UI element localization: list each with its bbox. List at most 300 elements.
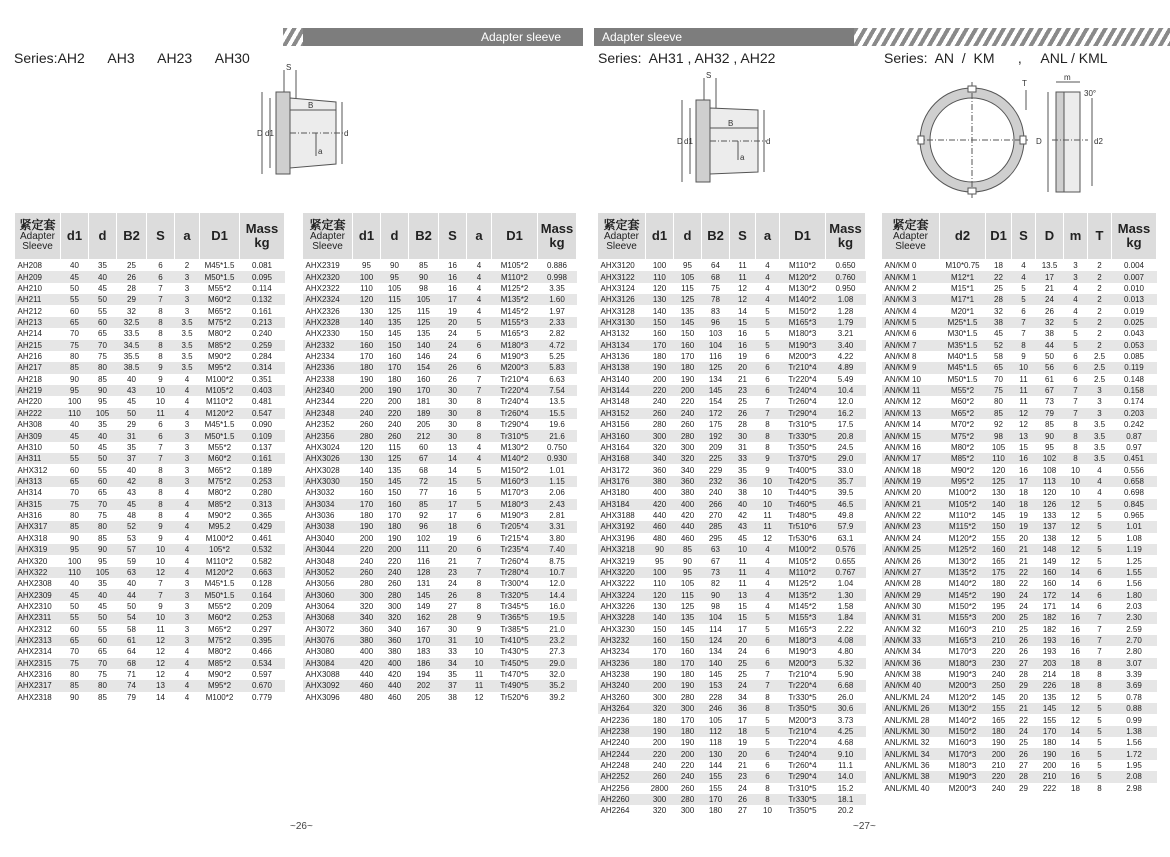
cell-model: AHX3026 [303,453,353,464]
table-row [303,692,577,703]
table-cell: 15.2 [826,783,866,794]
table-cell: 28 [1012,669,1036,680]
table-cell: 180 [646,714,674,725]
table-cell: 180 [353,510,381,521]
cell-model: AHX3220 [598,567,646,578]
table-cell: 27 [1012,658,1036,669]
table-cell: 130 [646,294,674,305]
table-cell: 6 [756,351,780,362]
table-cell: 320 [353,601,381,612]
table-row [15,442,285,453]
table-cell: 2.06 [538,487,577,498]
table-cell: 189 [409,408,439,419]
cell-model: AN/KM 38 [882,669,940,680]
table-cell: 135 [674,612,702,623]
table-cell: 12 [756,533,780,544]
table-cell: 300 [646,692,674,703]
table-cell: 80 [61,669,89,680]
table-cell: 0.297 [240,624,285,635]
table-cell: 140 [353,464,381,475]
table-cell: 12 [1012,419,1036,430]
table-cell: 200 [381,544,409,555]
table-cell: 400 [674,499,702,510]
table-cell: 27 [439,601,467,612]
cell-model: AH3180 [598,487,646,498]
table-cell: 2.5 [1088,362,1112,373]
table-cell: 3.31 [538,521,577,532]
col-header-d1: d1 [353,213,381,260]
table-cell: M155*3 [492,317,538,328]
table-cell: M75*2 [200,635,240,646]
cell-model: ANL/KML 28 [882,714,940,725]
table-cell: 111 [409,544,439,555]
table-cell: 145 [986,692,1012,703]
table-cell: 4 [1088,464,1112,475]
table-row [882,328,1157,339]
table-cell: 1.08 [1112,533,1157,544]
table-cell: 420 [674,510,702,521]
table-row [598,533,866,544]
table-cell: 15 [439,476,467,487]
table-cell: 9 [147,374,175,385]
table-cell: 8 [1088,680,1112,691]
cell-model: AH3168 [598,453,646,464]
col-header-name: 紧定套 Adapter Sleeve [15,213,61,260]
table-cell: 5 [756,340,780,351]
cell-model: AN/KM 7 [882,340,940,351]
table-cell: M125*2 [940,544,986,555]
table-cell: M120*2 [200,408,240,419]
table-cell: 3.39 [1112,669,1157,680]
table-cell: 43 [117,385,147,396]
table-cell: 75 [89,510,117,521]
table-cell: 4.72 [538,340,577,351]
table-cell: 14 [1064,567,1088,578]
table-cell: M135*2 [940,567,986,578]
table-cell: 8 [147,340,175,351]
table-cell: 37 [439,680,467,691]
table-cell: 2 [1088,328,1112,339]
table-cell: 33.5 [117,328,147,339]
table-cell: 440 [646,510,674,521]
table-cell: 266 [702,499,730,510]
table-cell: 0.259 [240,340,285,351]
table-cell: 240 [674,771,702,782]
table-row [882,499,1157,510]
table-row [882,567,1157,578]
table-row [598,374,866,385]
table-cell: 8 [467,601,492,612]
table-cell: 246 [702,703,730,714]
table-cell: 180 [646,658,674,669]
table-cell: 0.161 [240,305,285,316]
table-cell: 105 [89,567,117,578]
table-row [598,317,866,328]
table-row [598,567,866,578]
table-cell: 3.21 [826,328,866,339]
table-cell: 145 [409,589,439,600]
table-row [303,476,577,487]
cell-model: AH308 [15,419,61,430]
table-cell: 5.83 [538,362,577,373]
table-cell: 105 [381,283,409,294]
table-cell: 50 [61,283,89,294]
table-row [598,760,866,771]
cell-model: AN/KM 20 [882,487,940,498]
table-cell: 100 [646,260,674,272]
col-header-a: a [175,213,200,260]
adapter-sleeve-drawing-left [256,62,356,202]
table-row [882,533,1157,544]
table-header-row [15,213,285,260]
table-row [15,646,285,657]
table-cell: 5 [756,737,780,748]
table-cell: 155 [1036,714,1064,725]
table-cell: 23 [439,567,467,578]
table-cell: 320 [646,805,674,816]
table-cell: 131 [409,578,439,589]
right-banner [594,28,854,46]
table-row [598,408,866,419]
table-cell: 140 [409,340,439,351]
table-cell: M125*2 [492,283,538,294]
table-row [882,714,1157,725]
table-cell: 145 [381,328,409,339]
table-row [598,703,866,714]
table-row [303,271,577,282]
table-cell: 110 [646,271,674,282]
table-cell: Tr490*5 [492,680,538,691]
table-cell: 6 [1088,601,1112,612]
table-cell: 280 [353,430,381,441]
table-cell: 105 [702,714,730,725]
table-row [303,533,577,544]
table-cell: 24.5 [826,442,866,453]
table-cell: 360 [381,635,409,646]
table-cell: 35 [117,442,147,453]
table-row [882,748,1157,759]
table-cell: Tr480*5 [780,510,826,521]
table-cell: 6 [1064,362,1088,373]
table-cell: 440 [353,669,381,680]
table-cell: 61 [1036,374,1064,385]
table-cell: 126 [1036,499,1064,510]
table-cell: 57 [117,544,147,555]
cell-model: AH3156 [598,419,646,430]
table-cell: 21 [730,374,756,385]
table-cell: 10 [147,612,175,623]
table-row [15,658,285,669]
table-cell: 3.5 [175,340,200,351]
col-header-d: D [1036,213,1064,260]
table-cell: M180*3 [492,340,538,351]
table-cell: 39.5 [826,487,866,498]
cell-model: ANL/KML 36 [882,760,940,771]
cell-model: AH217 [15,362,61,373]
table-cell: 7 [467,385,492,396]
table-cell: 7 [756,669,780,680]
cell-model: AHX2313 [15,635,61,646]
table-cell: 12 [147,658,175,669]
table-cell: 460 [674,533,702,544]
table-row [882,305,1157,316]
table-cell: 194 [409,669,439,680]
table-cell: M120*2 [940,692,986,703]
table-cell: 75 [89,351,117,362]
table-cell: 150 [646,317,674,328]
table-cell: 140 [646,305,674,316]
table-cell: 95 [381,271,409,282]
table-cell: 64 [117,646,147,657]
table-cell: Tr320*5 [492,589,538,600]
cell-model: AHX2317 [15,680,61,691]
table-row [303,305,577,316]
table-cell: 110 [986,453,1012,464]
table-cell: 30.6 [826,703,866,714]
table-cell: 18 [439,521,467,532]
table-cell: 0.655 [826,555,866,566]
table-cell: M150*2 [940,726,986,737]
table-cell: 2.03 [1112,601,1157,612]
table-cell: 8 [756,783,780,794]
table-cell: 4 [175,487,200,498]
table-cell: 32.5 [117,317,147,328]
table-cell: 230 [986,658,1012,669]
table-cell: 320 [646,703,674,714]
table-cell: 3 [175,271,200,282]
table-cell: M160*3 [940,737,986,748]
table-cell: 50 [89,612,117,623]
table-row [15,487,285,498]
table-cell: M45*1.5 [940,362,986,373]
table-cell: 4 [1064,294,1088,305]
table-cell: M45*1.5 [200,419,240,430]
table-cell: 180 [674,726,702,737]
table-cell: 0.242 [1112,419,1157,430]
table-row [598,294,866,305]
table-row [882,260,1157,272]
table-cell: 7 [1064,408,1088,419]
table-cell: Tr350*5 [780,703,826,714]
cell-model: AH2340 [303,385,353,396]
table-cell: 9 [147,521,175,532]
table-cell: 3.5 [1088,430,1112,441]
cell-model: AHX2328 [303,317,353,328]
table-cell: 2.98 [1112,783,1157,794]
table-cell: 45 [89,283,117,294]
table-row [598,271,866,282]
table-cell: 5.25 [538,351,577,362]
table-row [882,555,1157,566]
table-cell: 180 [381,374,409,385]
table-cell: 29.0 [826,453,866,464]
table-row [598,624,866,635]
cell-model: AH2356 [303,430,353,441]
table-cell: 21 [730,760,756,771]
table-cell: 102 [1036,453,1064,464]
table-cell: 14.4 [538,589,577,600]
table-cell: 10 [1012,362,1036,373]
table-cell: 0.019 [1112,305,1157,316]
col-header-a: a [467,213,492,260]
cell-model: AHX3092 [303,680,353,691]
table-cell: Tr210*4 [780,669,826,680]
table-cell: 13 [439,442,467,453]
table-row [303,544,577,555]
table-cell: M165*3 [940,635,986,646]
table-cell: 5.90 [826,669,866,680]
cell-model: AH3176 [598,476,646,487]
table-row [882,589,1157,600]
table-cell: 0.534 [240,658,285,669]
cell-model: AHX2314 [15,646,61,657]
table-cell: M100*2 [780,544,826,555]
cell-model: AHX3230 [598,624,646,635]
table-cell: M60*2 [940,396,986,407]
table-cell: 75 [986,385,1012,396]
table-cell: 7 [147,442,175,453]
cell-model: AHX3030 [303,476,353,487]
table-row [15,430,285,441]
table-cell: 1.25 [1112,555,1157,566]
table-cell: 116 [409,555,439,566]
table-cell: M150*2 [780,305,826,316]
table-cell: 118 [702,737,730,748]
table-cell: M85*2 [200,340,240,351]
table-cell: 55 [61,294,89,305]
table-cell: 12 [147,646,175,657]
table-cell: 200 [674,748,702,759]
table-cell: 165 [986,555,1012,566]
cell-model: AHX2309 [15,589,61,600]
table-cell: 2.5 [1088,374,1112,385]
cell-model: AHX317 [15,521,61,532]
table-row [303,453,577,464]
table-cell: 162 [409,612,439,623]
table-cell: 8 [467,408,492,419]
cell-model: AHX3126 [598,294,646,305]
table-row [882,703,1157,714]
table-cell: 18 [1064,669,1088,680]
table-cell: M190*3 [780,340,826,351]
table-cell: M80*2 [200,487,240,498]
table-cell: 4 [175,658,200,669]
table-cell: 29 [1012,680,1036,691]
table-cell: 8 [1088,669,1112,680]
table-cell: 220 [646,385,674,396]
cell-model: AH3184 [598,499,646,510]
table-cell: 70 [89,340,117,351]
table-cell: 63 [117,567,147,578]
table-row [303,567,577,578]
table-cell: 214 [1036,669,1064,680]
table-cell: 220 [353,396,381,407]
table-cell: 9 [147,533,175,544]
table-cell: 5 [467,487,492,498]
table-cell: M60*2 [200,294,240,305]
table-cell: 8 [147,510,175,521]
cell-model: AHX3224 [598,589,646,600]
table-cell: 100 [353,271,381,282]
table-cell: 190 [1036,748,1064,759]
table-cell: 0.128 [240,578,285,589]
table-cell: 10.7 [538,567,577,578]
table-cell: 170 [381,362,409,373]
table-cell: 5 [1088,714,1112,725]
cell-model: AH3140 [598,374,646,385]
table-cell: 8 [147,317,175,328]
table-cell: 98 [409,283,439,294]
table-cell: 0.670 [240,680,285,691]
table-cell: 3 [175,624,200,635]
table-cell: 128 [409,567,439,578]
table-cell: 74 [117,680,147,691]
table-cell: 40 [61,578,89,589]
table-cell: M200*3 [780,658,826,669]
table-cell: 6 [1064,351,1088,362]
cell-model: AH3076 [303,635,353,646]
table-cell: 0.886 [538,260,577,272]
table-cell: 3.07 [1112,658,1157,669]
table-cell: 285 [702,521,730,532]
table-cell: 0.284 [240,351,285,362]
table-cell: 8 [467,430,492,441]
table-cell: 11 [147,624,175,635]
table-cell: 16 [1064,748,1088,759]
table-cell: 220 [986,646,1012,657]
table-cell: 0.213 [240,317,285,328]
table-cell: 240 [646,760,674,771]
table-cell: 8 [756,442,780,453]
table-cell: 3 [175,430,200,441]
table-cell: 19.5 [538,612,577,623]
table-row [15,260,285,272]
table-cell: 2 [1088,260,1112,272]
table-cell: 25 [986,283,1012,294]
cell-model: AHX3122 [598,271,646,282]
table-cell: 23 [730,771,756,782]
table-cell: 0.429 [240,521,285,532]
table-cell: 65 [89,487,117,498]
table-row [15,624,285,635]
table-cell: 170 [409,385,439,396]
table-row [303,624,577,635]
table-cell: 4.80 [826,646,866,657]
table-cell: 4 [175,408,200,419]
table-cell: 145 [702,669,730,680]
table-cell: 220 [353,544,381,555]
table-cell: 60 [89,476,117,487]
table-cell: 9 [467,612,492,623]
table-cell: 35 [730,464,756,475]
table-cell: 112 [702,726,730,737]
table-cell: 280 [674,794,702,805]
table-cell: 200 [986,748,1012,759]
table-cell: 4 [175,499,200,510]
table-cell: Tr410*5 [492,635,538,646]
table-cell: 105 [674,578,702,589]
table-cell: 7 [147,294,175,305]
table-cell: Tr260*4 [780,760,826,771]
table-cell: 300 [646,430,674,441]
table-cell: 0.013 [1112,294,1157,305]
table-body [882,260,1157,794]
table-row [303,340,577,351]
table-cell: 160 [381,351,409,362]
table-cell: 0.87 [1112,430,1157,441]
cell-model: AH2338 [303,374,353,385]
table-cell: 6 [756,646,780,657]
